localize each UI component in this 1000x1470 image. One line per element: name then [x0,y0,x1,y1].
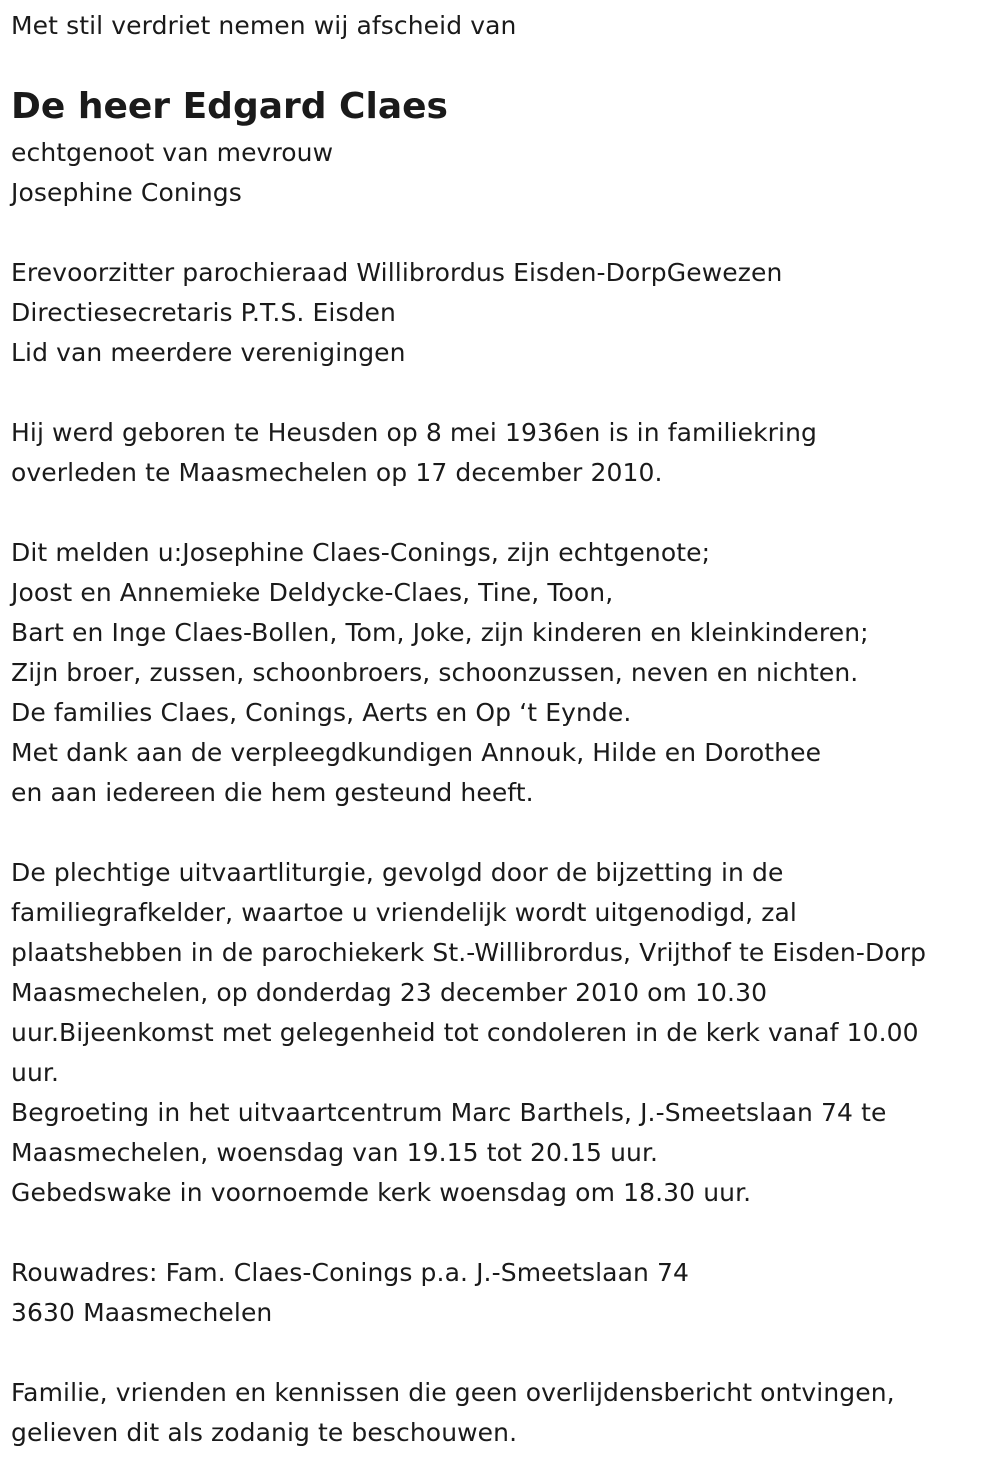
closing-line: gelieven dit als zodanig te beschouwen. [11,1418,518,1447]
birth-death-line: Hij werd geboren te Heusden op 8 mei 1936en is in familiekring [11,418,818,447]
deceased-name: De heer Edgard Claes [11,86,448,127]
spouse-block [11,133,333,213]
spouse-line: Josephine Conings [11,178,242,207]
funeral-line: De plechtige uitvaartliturgie, gevolgd door de bijzetting in de [11,858,784,887]
funeral-line: Maasmechelen, woensdag van 19.15 tot 20.15 uur. [11,1138,659,1167]
family-line: Bart en Inge Claes-Bollen, Tom, Joke, zijn kinderen en kleinkinderen; [11,618,869,647]
funeral-line: plaatshebben in de parochiekerk St.-Willibrordus, Vrijthof te Eisden-Dorp [11,938,927,967]
family-line: Dit melden u:Josephine Claes-Conings, zijn echtgenote; [11,538,711,567]
intro-text: Met stil verdriet nemen wij afscheid van [11,11,517,40]
funeral-line: Begroeting in het uitvaartcentrum Marc Barthels, J.-Smeetslaan 74 te [11,1098,887,1127]
closing-line: Familie, vrienden en kennissen die geen overlijdensbericht ontvingen, [11,1378,895,1407]
family-line: De families Claes, Conings, Aerts en Op ‘t Eynde. [11,698,632,727]
family-line: Joost en Annemieke Deldycke-Claes, Tine, Toon, [11,578,614,607]
address-line: 3630 Maasmechelen [11,1298,273,1327]
family-line: en aan iedereen die hem gesteund heeft. [11,778,534,807]
mourning-address-block [11,1253,689,1333]
funeral-line: Maasmechelen, op donderdag 23 december 2010 om 10.30 [11,978,768,1007]
funeral-details-block [11,853,926,1213]
funeral-line: Gebedswake in voornoemde kerk woensdag om 18.30 uur. [11,1178,752,1207]
function-line: Directiesecretaris P.T.S. Eisden [11,298,396,327]
function-line: Lid van meerdere verenigingen [11,338,406,367]
family-block [11,533,869,813]
address-line: Rouwadres: Fam. Claes-Conings p.a. J.-Smeetslaan 74 [11,1258,690,1287]
birth-death-block [11,413,817,493]
birth-death-line: overleden te Maasmechelen op 17 december 2010. [11,458,663,487]
closing-block [11,1373,895,1453]
family-line: Met dank aan de verpleegdkundigen Annouk, Hilde en Dorothee [11,738,822,767]
funeral-line: familiegrafkelder, waartoe u vriendelijk wordt uitgenodigd, zal [11,898,797,927]
functions-block [11,253,782,373]
spouse-line: echtgenoot van mevrouw [11,138,334,167]
family-line: Zijn broer, zussen, schoonbroers, schoonzussen, neven en nichten. [11,658,859,687]
function-line: Erevoorzitter parochieraad Willibrordus Eisden-DorpGewezen [11,258,783,287]
funeral-line: uur.Bijeenkomst met gelegenheid tot condoleren in de kerk vanaf 10.00 [11,1018,919,1047]
funeral-line: uur. [11,1058,60,1087]
